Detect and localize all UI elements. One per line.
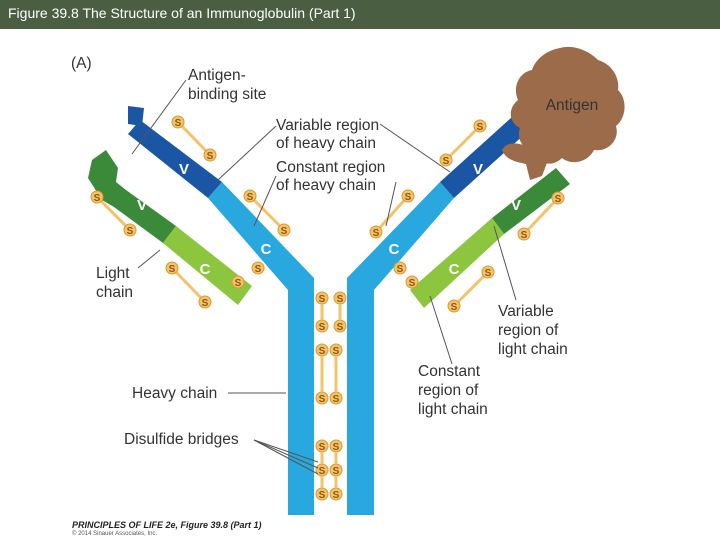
svg-text:S: S — [318, 394, 326, 405]
panel-label: (A) — [71, 55, 92, 72]
svg-text:S: S — [318, 346, 326, 357]
svg-text:S: S — [450, 302, 458, 313]
svg-text:S: S — [332, 346, 340, 357]
segment-c-light-left: C — [199, 261, 211, 278]
svg-text:S: S — [246, 192, 254, 203]
label-constant-light: Constant region of light chain — [418, 363, 488, 418]
svg-text:S: S — [318, 322, 326, 333]
segment-c-light-right: C — [448, 261, 460, 278]
svg-text:S: S — [442, 156, 450, 167]
svg-text:S: S — [254, 264, 262, 275]
svg-text:S: S — [93, 193, 101, 204]
svg-text:S: S — [126, 226, 134, 237]
footer-copyright: © 2014 Sinauer Associates, Inc. — [72, 531, 158, 537]
svg-text:S: S — [332, 394, 340, 405]
svg-text:S: S — [336, 294, 344, 305]
svg-text:S: S — [318, 294, 326, 305]
svg-text:S: S — [332, 490, 340, 501]
label-constant-heavy: Constant region of heavy chain — [276, 159, 386, 194]
segment-v-light-right: V — [510, 197, 522, 214]
svg-text:S: S — [318, 442, 326, 453]
svg-text:S: S — [318, 490, 326, 501]
svg-text:S: S — [476, 122, 484, 133]
svg-text:S: S — [168, 264, 176, 275]
svg-text:S: S — [372, 228, 380, 239]
label-heavy-chain: Heavy chain — [132, 385, 218, 402]
svg-text:S: S — [404, 192, 412, 203]
antigen-arm — [502, 142, 548, 180]
svg-text:S: S — [280, 226, 288, 237]
segment-v-heavy-right: V — [472, 161, 484, 178]
svg-text:S: S — [174, 118, 182, 129]
svg-text:S: S — [332, 466, 340, 477]
hinge-disulfide-bridges — [316, 292, 346, 501]
svg-text:S: S — [554, 194, 562, 205]
label-variable-heavy: Variable region of heavy chain — [276, 117, 380, 152]
segment-c-heavy-right: C — [388, 241, 400, 258]
svg-text:S: S — [206, 151, 214, 162]
svg-text:S: S — [520, 230, 528, 241]
svg-text:S: S — [318, 466, 326, 477]
antigen-label: Antigen — [545, 97, 599, 114]
segment-v-heavy-left: V — [178, 161, 190, 178]
svg-text:S: S — [396, 264, 404, 275]
svg-text:S: S — [234, 278, 242, 289]
label-variable-light: Variable region of light chain — [498, 303, 568, 358]
label-disulfide-bridges: Disulfide bridges — [124, 431, 239, 448]
label-light-chain: Light chain — [96, 265, 134, 301]
label-antigen-binding-site: Antigen- binding site — [188, 67, 267, 103]
svg-text:S: S — [332, 442, 340, 453]
svg-text:S: S — [201, 298, 209, 309]
svg-text:S: S — [408, 278, 416, 289]
svg-text:S: S — [484, 268, 492, 279]
segment-v-light-left: V — [136, 197, 148, 214]
segment-c-heavy-left: C — [260, 241, 272, 258]
footer-credit: PRINCIPLES OF LIFE 2e, Figure 39.8 (Part 1) — [72, 520, 262, 530]
figure-title: Figure 39.8 The Structure of an Immunoglobulin (Part 1) — [8, 5, 356, 21]
svg-text:S: S — [336, 322, 344, 333]
